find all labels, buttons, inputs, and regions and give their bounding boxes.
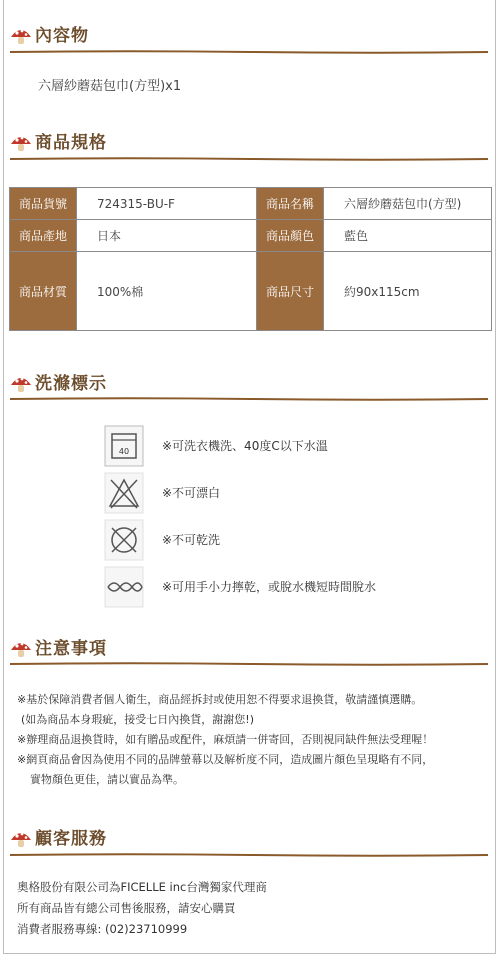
section-title: 商品規格 [35,133,107,153]
spec-label: 商品顏色 [257,220,324,252]
mushroom-icon [10,374,32,394]
service-phone: 消費者服務專線: (02)23710999 [17,922,188,936]
spec-value: 六層紗蘑菇包巾(方型) [324,188,492,220]
notice-line: ※網頁商品會因為使用不同的品牌螢幕以及解析度不同，造成圖片顏色呈現略有不同， [17,753,434,766]
mushroom-icon [10,133,32,153]
notice-line: ※基於保障消費者個人衛生，商品經拆封或使用恕不得要求退換貨，敬請謹慎選購。 [17,693,423,706]
wash-item [104,425,464,467]
spec-value: 約90x115cm [324,252,492,331]
spec-label: 商品名稱 [257,188,324,220]
spec-value: 724315-BU-F [77,188,257,220]
spec-value: 100%棉 [77,252,257,331]
wring-gently-icon [104,566,144,608]
spec-label: 商品貨號 [10,188,77,220]
section-divider [10,157,488,161]
section-title: 顧客服務 [35,829,107,849]
wash-text: ※不可漂白 [162,486,221,500]
spec-value: 藍色 [324,220,492,252]
section-divider [10,50,488,54]
wash-item [104,566,464,608]
no-dry-clean-icon [104,519,144,561]
contents-text: 六層紗蘑菇包巾(方型)x1 [38,79,182,94]
no-bleach-icon [104,472,144,514]
table-row [10,188,492,220]
wash-text: ※可洗衣機洗、40度C以下水溫 [162,439,328,453]
service-text [17,877,267,940]
spec-label: 商品產地 [10,220,77,252]
washing-machine-40-icon [104,425,144,467]
wash-item [104,472,464,514]
service-line: 所有商品皆有總公司售後服務，請安心購買 [17,901,236,915]
table-row [10,252,492,331]
section-divider [10,853,488,857]
spec-label: 商品尺寸 [257,252,324,331]
wash-temp-label: 40 [118,447,130,456]
section-title: 洗滌標示 [35,374,107,394]
mushroom-icon [10,639,32,659]
notice-line: 實物顏色更佳，請以實品為準。 [30,773,184,786]
section-divider [10,397,488,401]
section-title: 內容物 [35,26,89,46]
wash-text: ※可用手小力擰乾，或脫水機短時間脫水 [162,580,377,594]
notice-text [17,690,487,790]
spec-value: 日本 [77,220,257,252]
section-title: 注意事項 [35,639,107,659]
notice-line: (如為商品本身瑕疵，接受七日內換貨，謝謝您!) [21,713,254,726]
spec-table [9,187,492,331]
section-divider [10,662,488,666]
mushroom-icon [10,26,32,46]
spec-label: 商品材質 [10,252,77,331]
mushroom-icon [10,829,32,849]
notice-line: ※辦理商品退換貨時，如有贈品或配件，麻煩請一併寄回，否則視同缺件無法受理喔！ [17,733,434,746]
service-line: 奧格股份有限公司為FICELLE inc台灣獨家代理商 [17,880,267,894]
table-row [10,220,492,252]
wash-item [104,519,464,561]
wash-text: ※不可乾洗 [162,533,221,547]
